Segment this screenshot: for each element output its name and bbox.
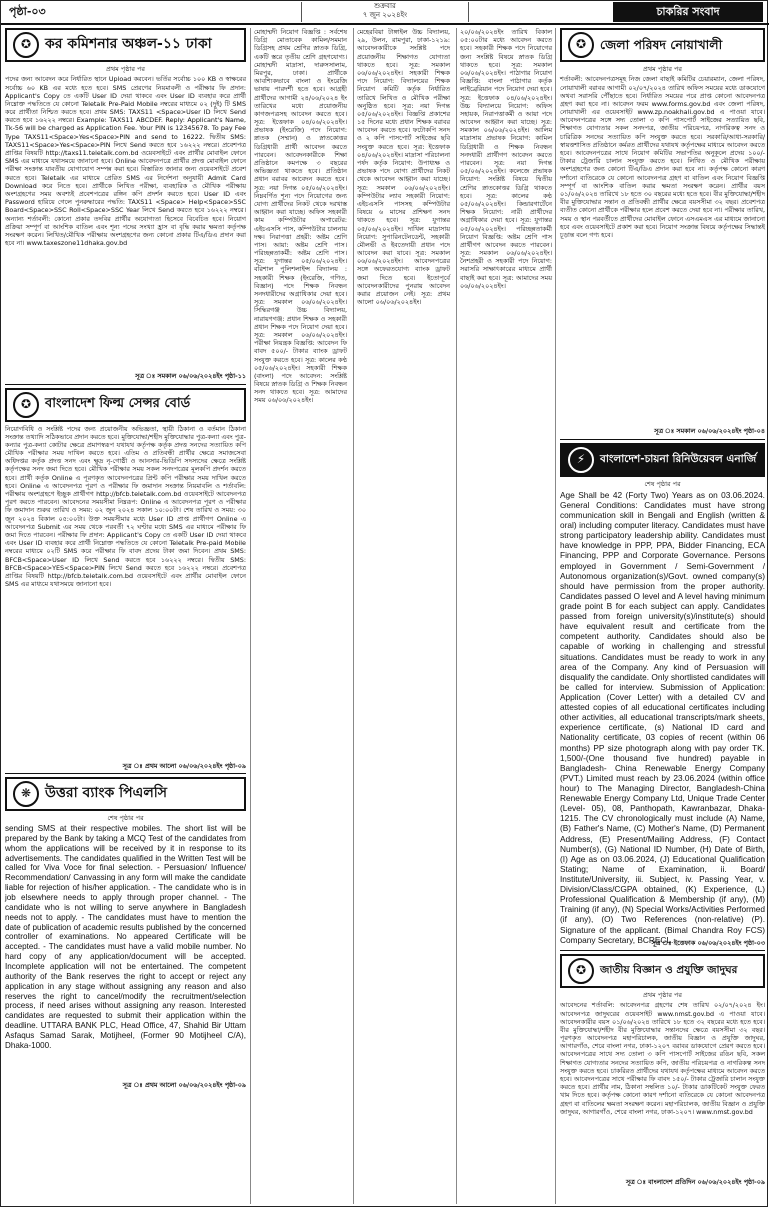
listing-text-b: মেহেরবিয়া টাঙ্গাইল উচ্চ বিদ্যালয়, ২৯, উলন, রামপুরা, ঢাকা-১২১৯: আবেদনকারীকে সংশ্লিষ্ট পদে প্রয়োজনীয় শিক্ষাগত যোগ্যতা থাকতে হবে। সূত্র: সমকাল ০৬/০৬/২০২৪ইং। সহকারী শিক্ষক পদে নিয়োগ: বিদ্যালয়ের শিক্ষক নিয়োগ কমিটি কর্তৃক নির্ধারিত তারিখে লিখিত ও মৌখিক পরীক্ষা অনুষ্ঠিত হবে। সূত্র: নয়া দিগন্ত ০৫/০৬/২০২৪ইং। বিজ্ঞপ্তি প্রকাশের ১৫ দিনের মধ্যে প্রধান শিক্ষক বরাবর আবেদন করতে হবে। ফটোকপি সনদ ও ২ কপি পাসপোর্ট সাইজের ছবি সংযুক্ত করতে হবে। সূত্র: ইত্তেফাক ০৪/০৬/২০২৪ইং। মাদ্রাসা পরিচালনা পর্ষদ কর্তৃক নিয়োগ: উপাধ্যক্ষ ও প্রভাষক পদে যোগ্য প্রার্থীদের নিকট থেকে আবেদন আহ্বান করা যাচ্ছে। সূত্র: সমকাল ০৬/০৬/২০২৪ইং। কম্পিউটার ল্যাব সহকারী নিয়োগ: এইচএসসি পাসসহ কম্পিউটার বিষয়ে ৬ মাসের প্রশিক্ষণ সনদ থাকতে হবে। সূত্র: যুগান্তর ০৫/০৬/২০২৪ইং। দাখিল মাদ্রাসায় নিয়োগ: সুপারিনটেনডেন্ট, সহকারী মৌলভী ও ইবতেদায়ী প্রধান পদে আবেদন করা যাবে। সূত্র: সমকাল ০৬/০৬/২০২৪ইং। আবেদনপত্রের সঙ্গে অফেরতযোগ্য ব্যাংক ড্রাফট জমা দিতে হবে। ইতোপূর্বে আবেদনকারীদের পুনরায় আবেদন করার প্রয়োজন নেই। সূত্র: প্রথম আলো ০৬/০৬/২০২৪ইং। (357, 28, 450, 307)
tax-commission-body: পদের জন্য আবেদন করে নির্ধারিত স্থানে Upload করবেন। ভর্তির সর্বোচ্চ ১০০ KB ও স্বাক্ষরের সর্বোচ্চ ৬০ KB এর মধ্যে হতে হবে। SMS প্রেরণের নিয়মাবলী ও পরীক্ষার ফি প্রদান: Applicant's Copy তে একটি User ID দেয়া থাকবে এবং User ID ব্যবহার করে প্রার্থী নিম্নোক্ত পদ্ধতিতে যে কোনো Teletalk Pre-Paid Mobile নম্বরের মাধ্যমে ০২ (দুই) টি SMS করে প্রার্থীতা নিশ্চিত করতে হবে। প্রথম SMS: TAXS11 <Space>User ID লিখে Send করতে হবে ১৬২২২ নম্বরে। Example: TAXS11 ABCDEF. Reply: Applicant's Name, Tk-56 will be charged as Application Fee. Your PIN is 12345678. To pay Fee Type TAXS11<Space>Yes<Space>PIN and send to 16222. দ্বিতীয় SMS: TAXS11<Space>Yes<Space>PIN লিখে Send করতে হবে ১৬২২২ নম্বরে। প্রবেশপত্র প্রাপ্তির বিষয়টি http://taxs11.teletalk.com.bd ওয়েবসাইটে এবং প্রার্থীর মোবাইল ফোনে SMS এর মাধ্যমে যথাসময়ে জানানো হবে। Online আবেদনপত্রে প্রার্থীর প্রদত্ত মোবাইল ফোনে পরীক্ষা সংক্রান্ত যাবতীয় যোগাযোগ সম্পন্ন করা হবে। বিস্তারিত জানার জন্য ওয়েবসাইটে প্রবেশ করতে হবে। Teletalk এর মাধ্যমে প্রেরিত SMS এর নির্দেশনা অনুযায়ী Admit Card Download করে নিতে হবে। প্রার্থীকে লিখিত পরীক্ষা, ব্যবহারিক ও মৌখিক পরীক্ষায় অংশগ্রহণের সময় অবশ্যই প্রবেশপত্রের রঙ্গিন কপি প্রদর্শন করতে হবে। User ID এবং Password হারিয়ে গেলে পুনরুদ্ধারের পদ্ধতি: TAXS11 <Space> Help<Space>SSC Board<Space>SSC Roll<Space>SSC Year লিখে Send করতে হবে ১৬২২২ নম্বরে। অন্যান্য শর্তাবলী: কোনো প্রকার তদবির প্রার্থীর অযোগ্যতা হিসেবে বিবেচিত হবে। নিয়োগ প্রক্রিয়া সম্পূর্ণ বা আংশিক বাতিল এবং শূন্য পদের সংখ্যা হ্রাস বা বৃদ্ধি করার ক্ষমতা কর্তৃপক্ষ সংরক্ষণ করেন। লিখিত/মৌখিক পরীক্ষায় অংশগ্রহণের জন্য কোনো প্রকার টিএ/ডিএ প্রদান করা হবে না। www.taxeszone11dhaka.gov.bd (5, 75, 246, 248)
left-column (5, 28, 246, 1204)
nmst-banner (560, 954, 765, 988)
divider (560, 439, 765, 440)
uttara-bank-title: উত্তরা ব্যাংক পিএলসি (45, 784, 168, 801)
film-censor-banner (5, 388, 246, 422)
noakhali-banner (560, 28, 765, 62)
tax-commission-title: কর কমিশনার অঞ্চল-১১ ঢাকা (45, 36, 212, 53)
tax-commission-source: সূত্র ঃ সমকাল ০৬/০৬/২০২৪ইং পৃষ্ঠা-১১ (135, 372, 246, 381)
bcre-title: বাংলাদেশ-চায়না রিনিউয়েবল এনার্জি (600, 452, 757, 465)
bcre-subtitle: শেষ পৃষ্ঠার পর (644, 479, 681, 488)
nmst-source: সূত্র ঃ বাংলাদেশ প্রতিদিন ০৬/০৬/২০২৪ইং পৃষ্ঠা-০৯ (625, 1178, 765, 1187)
issue-date-text: ৭ জুন ২০২৪ইং (362, 10, 408, 19)
middle-column-c (456, 28, 556, 1204)
nmst-subtitle: প্রথম পৃষ্ঠার পর (643, 991, 682, 999)
tax-commission-banner (5, 28, 246, 62)
uttara-bank-source: সূত্র ঃ প্রথম আলো ০৬/০৬/২০২৪ইং পৃষ্ঠা-০৯ (122, 1081, 246, 1089)
bcre-body: Age Shall be 42 (Forty Two) Years as on 03.06.2024. General Conditions: Candidates must have strong communication skill in Bengali and English (written & oral) including computer literacy. Candidates must have strong participatory leadership ability. Candidates must have knowledge in PPP, PPA, Bidder Financing, ECA Financing, PPP and Corporate Governance. Persons employed in Government / Semi-Government / Autonomous organization(s)/Govt. owned company(s) should have permission from the proper authority. Candidates passed O level and A level having minimum grade point B for each subject can apply. Candidates passed from foreign university(s)/institute(s) should have equivalent result and certificate from the competent authority. Candidates should also be capable of working in challenging and stressful situations. Candidates must be ready to work in any area of the Company. Any kind of Persuasion will disqualify the candidate. Only shortlisted candidates will be called for interview. Submission of Application: Application (Cover Letter) with a detailed CV and attested copies of all educational certificates including other activities, all educational transcripts/mark sheets, experience certificate, (s) National ID card and Nationality certificate, 03 copies of recent (within 06 months) PP size photograph along with pay order TK. 1,500/-(One thousand five hundred) payable in Bangladesh- China Renewable Energy Company (PVT.) Limited must reach by 23.06.2024 (within office hour) to The Managing Director, Bangladesh-China Renewable Energy Company Ltd, Unique Trade Center (Level- 05), 08, Panthopath, Kawranbazar, Dhaka-1215. The CV chronologically must include (A) Name, (B) Father's Name, (C) Mother's Name, (D) Permanent Address, (E) Present/Mailing Address, (F) Contact Number(s), (G) National ID Number, (H) Date of Birth, (I) Age as on 03.06.2024, (J) Educational Qualification Stating; Name of Examination, ii. Board/ Institute/University, iii. Subject, iv. Passing Year, v. Division/Class/CGPA obtained, (K) Experience, (L) Professional Qualification & Membership (if any), (M) Training (if any), (N) Special Works/Activities Performed (if any), (O) Two References (non-relative) (P). Signature of the applicant. (Bimal Chandra Roy FCS) Company Secretary, BCRECL. (560, 489, 765, 945)
government-seal-icon: ✪ (13, 392, 39, 418)
nmst-title: জাতীয় বিজ্ঞান ও প্রযুক্তি জাদুঘর (600, 964, 738, 977)
film-censor-body: নিয়োগবিধি ও সংশ্লিষ্ট পদের জন্য প্রয়োজনীয় অভিজ্ঞতা, স্থায়ী ঠিকানা ও বর্তমান ঠিকানা সংক্রান্ত তথ্যাদি সঠিকভাবে প্রদান করতে হবে। মুক্তিযোদ্ধা/শহীদ মুক্তিযোদ্ধার পুত্র-কন্যা এবং পুত্র-কন্যার পুত্র-কন্যা কোটার ক্ষেত্রে প্রমাণস্বরূপ যথাযথ কর্তৃপক্ষ কর্তৃক প্রদত্ত সনদের সত্যায়িত কপি মৌখিক পরীক্ষার সময় দাখিল করতে হবে। এতিম ও প্রতিবন্ধী প্রার্থীর ক্ষেত্রে সমাজসেবা অধিদপ্তর কর্তৃক প্রদত্ত সনদ এবং ক্ষুদ্র নৃ-গোষ্ঠী ও আনসার-ভিডিপি সদস্যদের ক্ষেত্রে সংশ্লিষ্ট কর্তৃপক্ষের সনদ জমা দিতে হবে। মৌখিক পরীক্ষার সময় সকল সনদপত্রের মূলকপি প্রদর্শন করতে হবে। প্রার্থী কর্তৃক Online এ পূরণকৃত আবেদনপত্রের প্রিন্ট কপি পরীক্ষার সময় দাখিল করতে হবে। Online এ আবেদনপত্র পূরণ ও পরীক্ষার ফি জমাদান সংক্রান্ত নিয়মাবলি ও শর্তাবলি: পরীক্ষায় অংশগ্রহণে ইচ্ছুক প্রার্থীগণ http://bfcb.teletalk.com.bd ওয়েবসাইটে আবেদনপত্র পূরণ করতে পারবেন। আবেদনের সময়সীমা নিম্নরূপ: Online এ আবেদনপত্র পূরণ ও পরীক্ষার ফি জমাদান শুরুর তারিখ ও সময়: ০২ জুন ২০২৪ সকাল ১০:০০টা। শেষ তারিখ ও সময়: ৩০ জুন ২০২৪ বিকাল ০৫:০০টা। উক্ত সময়সীমার মধ্যে User ID প্রাপ্ত প্রার্থীগণ Online এ আবেদনপত্র Submit এর সময় থেকে পরবর্তী ৭২ ঘণ্টার মধ্যে SMS এর মাধ্যমে পরীক্ষার ফি জমা দিতে পারবেন। পরীক্ষার ফি প্রদান: Applicant's Copy তে একটি User ID দেয়া থাকবে এবং User ID ব্যবহার করে প্রার্থী নিম্নোক্ত পদ্ধতিতে যে কোনো Teletalk Pre-paid Mobile নম্বরের মাধ্যমে ০২টি SMS করে পরীক্ষার ফি বাবদ প্রদেয় টাকা জমা দিবেন। প্রথম SMS: BFCB<Space>User ID লিখে Send করতে হবে ১৬২২২ নম্বরে। দ্বিতীয় SMS: BFCB<Space>YES<Space>PIN লিখে Send করতে হবে ১৬২২২ নম্বরে। প্রবেশপত্র প্রাপ্তির বিষয়টি http://bfcb.teletalk.com.bd ওয়েবসাইটে এবং প্রার্থীর মোবাইল ফোনে SMS এর মাধ্যমে যথাসময়ে জানানো হবে। (5, 424, 246, 589)
middle-column-b (353, 28, 453, 1204)
bcre-source: সূত্র ঃ ইত্তেফাক ০৬/০৬/২০২৪ইং পৃষ্ঠা-০৩ (651, 938, 765, 947)
page-number: পৃষ্ঠা-০৩ (9, 5, 46, 18)
bcre-banner (560, 443, 765, 477)
government-seal-icon: ✪ (13, 32, 39, 58)
issue-date (301, 2, 469, 22)
divider (5, 384, 246, 385)
government-seal-icon: ✪ (568, 32, 594, 58)
film-censor-source: সূত্র ঃ প্রথম আলো ০৬/০৬/২০২৪ইং পৃষ্ঠা-০৯ (122, 761, 246, 770)
middle-column-a (250, 28, 350, 1204)
film-censor-title: বাংলাদেশ ফিল্ম সেন্সর বোর্ড (45, 396, 191, 412)
noakhali-body: শর্তাবলী: আবেদনপত্রসমূহ নিজ জেলা বাছাই কমিটির চেয়ারম্যান, জেলা পরিষদ, নোয়াখালী বরাবর আগামী ০২/০৭/২০২৪ তারিখ অফিস সময়ের মধ্যে ডাকযোগে অথবা সরাসরি পৌঁছাতে হবে। নির্ধারিত সময়ের পরে প্রাপ্ত কোনো আবেদনপত্র গ্রহণ করা হবে না। আবেদন ফরম www.forms.gov.bd এবং জেলা পরিষদ, নোয়াখালী এর ওয়েবসাইট www.zp.noakhali.gov.bd এ পাওয়া যাবে। আবেদনপত্রের সঙ্গে সদ্য তোলা ৩ কপি পাসপোর্ট সাইজের সত্যায়িত ছবি, শিক্ষাগত যোগ্যতার সকল সনদপত্র, জাতীয় পরিচয়পত্র, নাগরিকত্ব সনদ ও চারিত্রিক সনদের সত্যায়িত কপি সংযুক্ত করতে হবে। সরকারি/আধা-সরকারি/স্বায়ত্তশাসিত প্রতিষ্ঠানে কর্মরত প্রার্থীদের যথাযথ কর্তৃপক্ষের মাধ্যমে আবেদন করতে হবে। আবেদনপত্রের সাথে নিয়োগ কমিটির সভাপতির অনুকূলে প্রদেয় ১০০/- টাকার ট্রেজারি চালান সংযুক্ত করতে হবে। লিখিত ও মৌখিক পরীক্ষায় অংশগ্রহণের জন্য কোনো টিএ/ডিএ প্রদান করা হবে না। কর্তৃপক্ষ কোনো কারণ দর্শানো ব্যতিরেকে যে কোনো আবেদনপত্র গ্রহণ বা বাতিল এবং নিয়োগ বিজ্ঞপ্তি সম্পূর্ণ বা আংশিক বাতিল করার ক্ষমতা সংরক্ষণ করেন। প্রার্থীর বয়স ০১/০৬/২০২৪ তারিখে ১৮ হতে ৩০ বছরের মধ্যে হতে হবে। বীর মুক্তিযোদ্ধা/শহীদ বীর মুক্তিযোদ্ধার সন্তান ও প্রতিবন্ধী প্রার্থীর ক্ষেত্রে বয়সসীমা ৩২ বছর। প্রবেশপত্র ব্যতীত কোনো প্রার্থীকে পরীক্ষার হলে প্রবেশ করতে দেয়া হবে না। পরীক্ষার তারিখ, সময় ও স্থান পরবর্তীতে প্রার্থীদের মোবাইল ফোনে এসএমএস এর মাধ্যমে জানানো হবে এবং ওয়েবসাইটে প্রকাশ করা হবে। নিয়োগ সংক্রান্ত বিষয়ে কর্তৃপক্ষের সিদ্ধান্তই চূড়ান্ত বলে গণ্য হবে। (560, 75, 765, 239)
uttara-bank-logo-icon: ❋ (13, 781, 39, 807)
issue-day: শুক্রবার (374, 2, 396, 10)
uttara-bank-subtitle: শেষ পৃষ্ঠার পর (107, 813, 144, 822)
tax-commission-subtitle: প্রথম পৃষ্ঠার পর (106, 65, 145, 73)
masthead-logo: চাকরির সংবাদ (613, 2, 763, 22)
listing-text-a: মোহাম্মদী নিয়োগ বিজ্ঞপ্তি : সর্বশেষ ডিগ্রি মোতাবেক কামিল/সমমান ডিগ্রিসহ প্রথম শ্রেণির স্নাতক ডিগ্রি, একটি স্তরে তৃতীয় শ্রেণি গ্রহণযোগ্য। মোহাম্মদী মাদ্রাসা, দারুসসালাম, মিরপুর, ঢাকা। প্রার্থীকে আবশ্যিকভাবে বাংলা ও ইংরেজি ভাষায় পারদর্শী হতে হবে। আগ্রহী প্রার্থীদের আগামী ২৪/০৬/২০২৪ ইং তারিখের মধ্যে প্রয়োজনীয় কাগজপত্রসহ আবেদন করতে হবে। সূত্র: ইত্তেফাক ০৪/০৬/২০২৪ইং। প্রভাষক (ইংরেজি) পদে নিয়োগ: স্নাতক (সম্মান) ও স্নাতকোত্তর ডিগ্রিধারী প্রার্থী আবেদন করতে পারবেন। আবেদনকারীকে শিক্ষা প্রতিষ্ঠানে কমপক্ষে ৩ বছরের অভিজ্ঞতা থাকতে হবে। প্রতিষ্ঠান প্রধান বরাবর আবেদন করতে হবে। সূত্র: নয়া দিগন্ত ০৫/০৬/২০২৪ইং। নিম্নবর্ণিত শূন্য পদে নিয়োগের জন্য যোগ্য প্রার্থীদের নিকট থেকে দরখাস্ত আহ্বান করা যাচ্ছে। অফিস সহকারী কাম কম্পিউটার অপারেটর: এইচএসসি পাস, কম্পিউটার চালনায় দক্ষ। নিরাপত্তা প্রহরী: অষ্টম শ্রেণি পাস। আয়া: অষ্টম শ্রেণি পাস। পরিচ্ছন্নতাকর্মী: অষ্টম শ্রেণি পাস। সূত্র: যুগান্তর ০৫/০৬/২০২৪ইং। বরিশাল পুলিশলাইন্স বিদ্যালয় : সহকারী শিক্ষক (ইংরেজি, গণিত, বিজ্ঞান) পদে শিক্ষক নিবন্ধন সনদধারীদের অগ্রাধিকার দেয়া হবে। সূত্র: সমকাল ০৬/০৬/২০২৪ইং। সিদ্ধিরগঞ্জ উচ্চ বিদ্যালয়, নারায়ণগঞ্জ: প্রধান শিক্ষক ও সহকারী প্রধান শিক্ষক পদে নিয়োগ দেয়া হবে। সূত্র: সমকাল ০৬/০৬/২০২৪ইং। পরীক্ষা নিয়ন্ত্রক বিজ্ঞপ্তি: আবেদন ফি বাবদ ৫০০/- টাকার ব্যাংক ড্রাফট সংযুক্ত করতে হবে। সূত্র: কালের কণ্ঠ ০৫/০৬/২০২৪ইং। সহকারী শিক্ষক (বাংলা) পদে আবেদন: সংশ্লিষ্ট বিষয়ে স্নাতক ডিগ্রি ও শিক্ষক নিবন্ধন সনদ থাকতে হবে। সূত্র: আমাদের সময় ০৬/০৬/২০২৪ইং। (254, 28, 347, 405)
government-seal-icon: ✪ (568, 958, 594, 984)
energy-logo-icon: ⚡ (568, 447, 594, 473)
right-column (560, 28, 765, 1204)
noakhali-title: জেলা পরিষদ নোয়াখালী (600, 37, 723, 52)
noakhali-subtitle: প্রথম পৃষ্ঠার পর (643, 65, 682, 73)
divider (5, 773, 246, 774)
divider (560, 950, 765, 951)
noakhali-source: সূত্র ঃ সমকাল ০৬/০৬/২০২৪ইং পৃষ্ঠা-০৪ (654, 427, 765, 436)
nmst-body: আবেদনের শর্তাবলি: আবেদনপত্র গ্রহণের শেষ তারিখ ০২/০৭/২০২৪ ইং। আবেদনপত্র জাদুঘরের ওয়েবসাইট www.nmst.gov.bd এ পাওয়া যাবে। আবেদনকারীর বয়স ০১/০৬/২০২৪ তারিখে ১৮ হতে ৩২ বছরের মধ্যে হতে হবে। বীর মুক্তিযোদ্ধা/শহীদ বীর মুক্তিযোদ্ধার সন্তানদের ক্ষেত্রে বয়সসীমা ৩২ বছর। পূরণকৃত আবেদনপত্র মহাপরিচালক, জাতীয় বিজ্ঞান ও প্রযুক্তি জাদুঘর, আগারগাঁও, শেরে বাংলা নগর, ঢাকা-১২০৭ বরাবর ডাকযোগে প্রেরণ করতে হবে। আবেদনপত্রের সাথে সদ্য তোলা ৩ কপি পাসপোর্ট সাইজের রঙিন ছবি, সকল শিক্ষাগত যোগ্যতার সনদের সত্যায়িত কপি, জাতীয় পরিচয়পত্র ও নাগরিকত্ব সনদ সংযুক্ত করতে হবে। চাকরিরত প্রার্থীদের যথাযথ কর্তৃপক্ষের মাধ্যমে আবেদন করতে হবে। আবেদনপত্রের সাথে পরীক্ষার ফি বাবদ ১৫০/- টাকার ট্রেজারি চালান সংযুক্ত করতে হবে। প্রার্থীর নাম, ঠিকানা সম্বলিত ১০/- টাকার ডাকটিকেট সংযুক্ত ফেরত খাম দিতে হবে। কর্তৃপক্ষ কোনো কারণ দর্শানো ব্যতিরেকে যে কোনো আবেদনপত্র গ্রহণ বা বাতিলের ক্ষমতা সংরক্ষণ করেন। মহাপরিচালক, জাতীয় বিজ্ঞান ও প্রযুক্তি জাদুঘর, আগারগাঁও, শেরে বাংলা নগর, ঢাকা-১২০৭। www.nmst.gov.bd (560, 1001, 765, 1116)
uttara-bank-body: sending SMS at their respective mobiles. The short list will be prepared by the Bank by taking a MCQ Test of the candidates from whom the applications will be received by it in response to its advertisements. The candidates qualified in the Written Test will be called for Viva Voce for final selection. - Persuasion/ Influence/ Recommendation/ Canvassing in any form will make the candidate liable for rejection of his/her application. - The candidate who is in job elsewhere needs to apply through proper channel. - The candidate who is not willing to serve anywhere in Bangladesh needs not to apply. - The candidates must have to mention the date of publication of academic results published by the concerned controller of examinations. No appeared Certificate will be accepted. - The candidates must have a valid mobile number. No hard copy of any application/document will be accepted. Incomplete application will not be entertained. The competent authority of the Bank reserves the right to accept or reject any application in any stage without assigning any reason and also reserves the right to cancel/modify the recruitment/selection process, if need arises without assigning any reason. Interested candidates are requested to submit their application within the deadline. UTTARA BANK PLC, Head Office, 47, Shahid Bir Uttam Asfaqus Samad Sarak, Motijheel, (Former 90 Motijheel C/A), Dhaka-1000. (5, 824, 246, 1050)
page-header (1, 1, 769, 25)
listing-text-c: ২০/০৬/২০২৪ইং তারিখ বিকাল ০৫:০০টার মধ্যে আবেদন করতে হবে। সহকারী শিক্ষক পদে নিয়োগের জন্য সংশ্লিষ্ট বিষয়ে স্নাতক ডিগ্রি থাকতে হবে। সূত্র: সমকাল ০৬/০৬/২০২৪ইং। পাঠাগার নিয়োগ বিজ্ঞপ্তি: বাংলা পাঠাগার কর্তৃক লাইব্রেরিয়ান পদে নিয়োগ দেয়া হবে। সূত্র: ইত্তেফাক ০৪/০৬/২০২৪ইং। উচ্চ বিদ্যালয়ে নিয়োগ: অফিস সহায়ক, নিরাপত্তাকর্মী ও আয়া পদে আবেদন আহ্বান করা যাচ্ছে। সূত্র: সমকাল ০৬/০৬/২০২৪ইং। আলিম মাদ্রাসায় প্রভাষক নিয়োগ: কামিল ডিগ্রিধারী ও শিক্ষক নিবন্ধন সনদধারী প্রার্থীগণ আবেদন করতে পারবেন। সূত্র: নয়া দিগন্ত ০৫/০৬/২০২৪ইং। কলেজে প্রভাষক নিয়োগ: সংশ্লিষ্ট বিষয়ে দ্বিতীয় শ্রেণির স্নাতকোত্তর ডিগ্রি থাকতে হবে। সূত্র: কালের কণ্ঠ ০৫/০৬/২০২৪ইং। কিন্ডারগার্টেনে শিক্ষক নিয়োগ: নারী প্রার্থীদের অগ্রাধিকার দেয়া হবে। সূত্র: যুগান্তর ০৫/০৬/২০২৪ইং। পরিচ্ছন্নতাকর্মী নিয়োগ বিজ্ঞপ্তি: অষ্টম শ্রেণি পাস প্রার্থীগণ আবেদন করতে পারবেন। সূত্র: সমকাল ০৬/০৬/২০২৪ইং। নৈশপ্রহরী ও সহকারী পদে নিয়োগ: সরাসরি সাক্ষাৎকারের মাধ্যমে প্রার্থী বাছাই করা হবে। সূত্র: আমাদের সময় ০৬/০৬/২০২৪ইং। (460, 28, 552, 290)
uttara-bank-banner (5, 777, 246, 811)
